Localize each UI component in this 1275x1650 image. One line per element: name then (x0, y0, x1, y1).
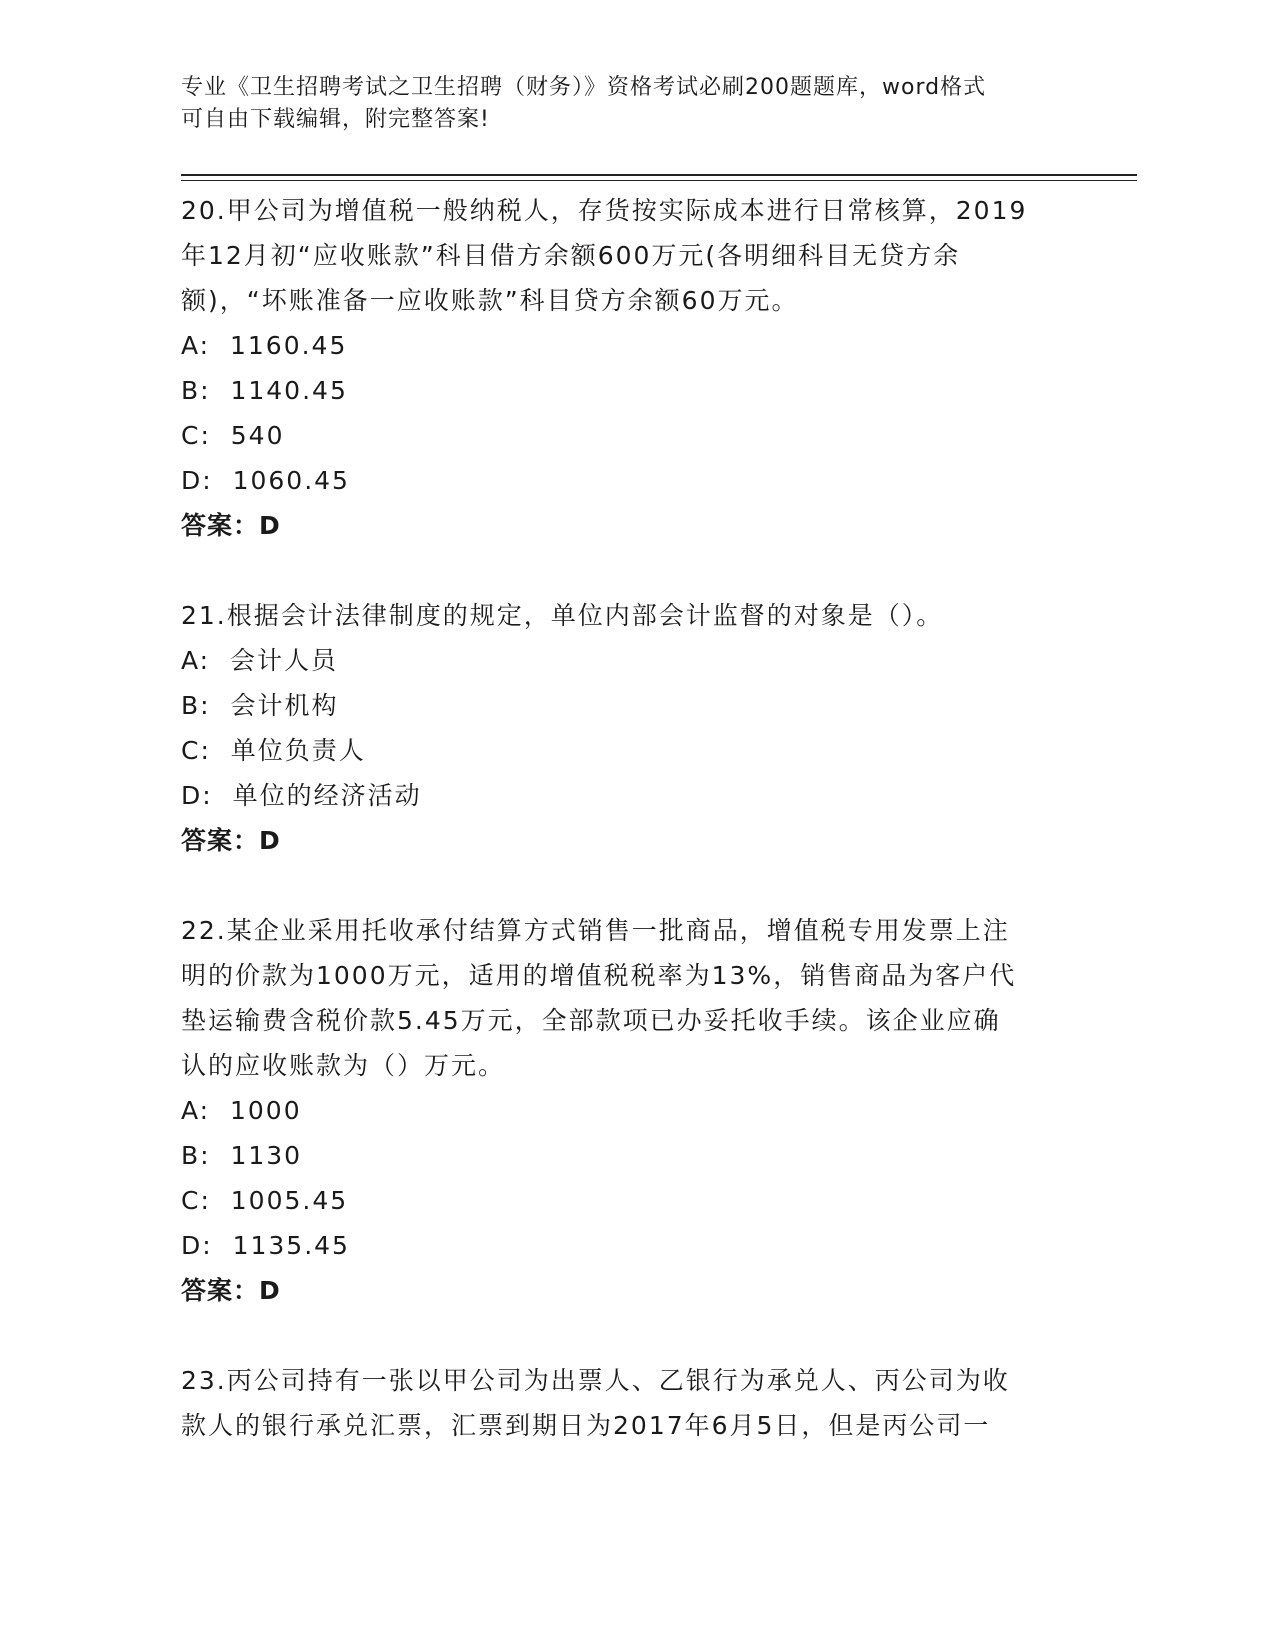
question-stem (181, 188, 1061, 323)
answer: 答案：D (181, 511, 281, 540)
header-line-1: 专业《卫生招聘考试之卫生招聘（财务）》资格考试必刷200题题库，word格式 (181, 75, 987, 100)
question-20 (181, 188, 1061, 548)
option-d: D: 单位的经济活动 (181, 781, 422, 810)
answer: 答案：D (181, 826, 281, 855)
option-a: A: 会计人员 (181, 646, 338, 675)
question-line: 款人的银行承兑汇票，汇票到期日为2017年6月5日，但是丙公司一 (181, 1411, 991, 1440)
question-line: 额)，“坏账准备一应收账款”科目贷方余额60万元。 (181, 286, 799, 315)
question-22 (181, 908, 1061, 1313)
header-divider-thick (181, 174, 1137, 176)
option-d: D: 1135.45 (181, 1231, 350, 1260)
question-23 (181, 1358, 1061, 1448)
question-line: 年12月初“应收账款”科目借方余额600万元(各明细科目无贷方余 (181, 241, 961, 270)
question-stem (181, 908, 1061, 1088)
option-d: D: 1060.45 (181, 466, 350, 495)
header-divider-thin (181, 180, 1137, 181)
option-c: C: 1005.45 (181, 1186, 349, 1215)
option-a: A: 1000 (181, 1096, 302, 1125)
question-stem (181, 593, 1061, 638)
question-list (181, 188, 1061, 1493)
question-line: 认的应收账款为（）万元。 (181, 1051, 506, 1080)
option-b: B: 1140.45 (181, 376, 348, 405)
option-c: C: 单位负责人 (181, 736, 366, 765)
question-line: 21.根据会计法律制度的规定，单位内部会计监督的对象是（）。 (181, 601, 944, 630)
option-a: A: 1160.45 (181, 331, 348, 360)
answer: 答案：D (181, 1276, 281, 1305)
question-line: 20.甲公司为增值税一般纳税人，存货按实际成本进行日常核算，2019 (181, 196, 1028, 225)
question-stem (181, 1358, 1061, 1448)
question-line: 22.某企业采用托收承付结算方式销售一批商品，增值税专用发票上注 (181, 916, 1010, 945)
question-line: 垫运输费含税价款5.45万元，全部款项已办妥托收手续。该企业应确 (181, 1006, 1001, 1035)
question-21 (181, 593, 1061, 863)
option-b: B: 会计机构 (181, 691, 339, 720)
header-line-2: 可自由下载编辑，附完整答案! (181, 107, 490, 132)
option-c: C: 540 (181, 421, 285, 450)
document-header (181, 72, 1061, 136)
question-line: 23.丙公司持有一张以甲公司为出票人、乙银行为承兑人、丙公司为收 (181, 1366, 1010, 1395)
option-b: B: 1130 (181, 1141, 303, 1170)
question-line: 明的价款为1000万元，适用的增值税税率为13%，销售商品为客户代 (181, 961, 1017, 990)
